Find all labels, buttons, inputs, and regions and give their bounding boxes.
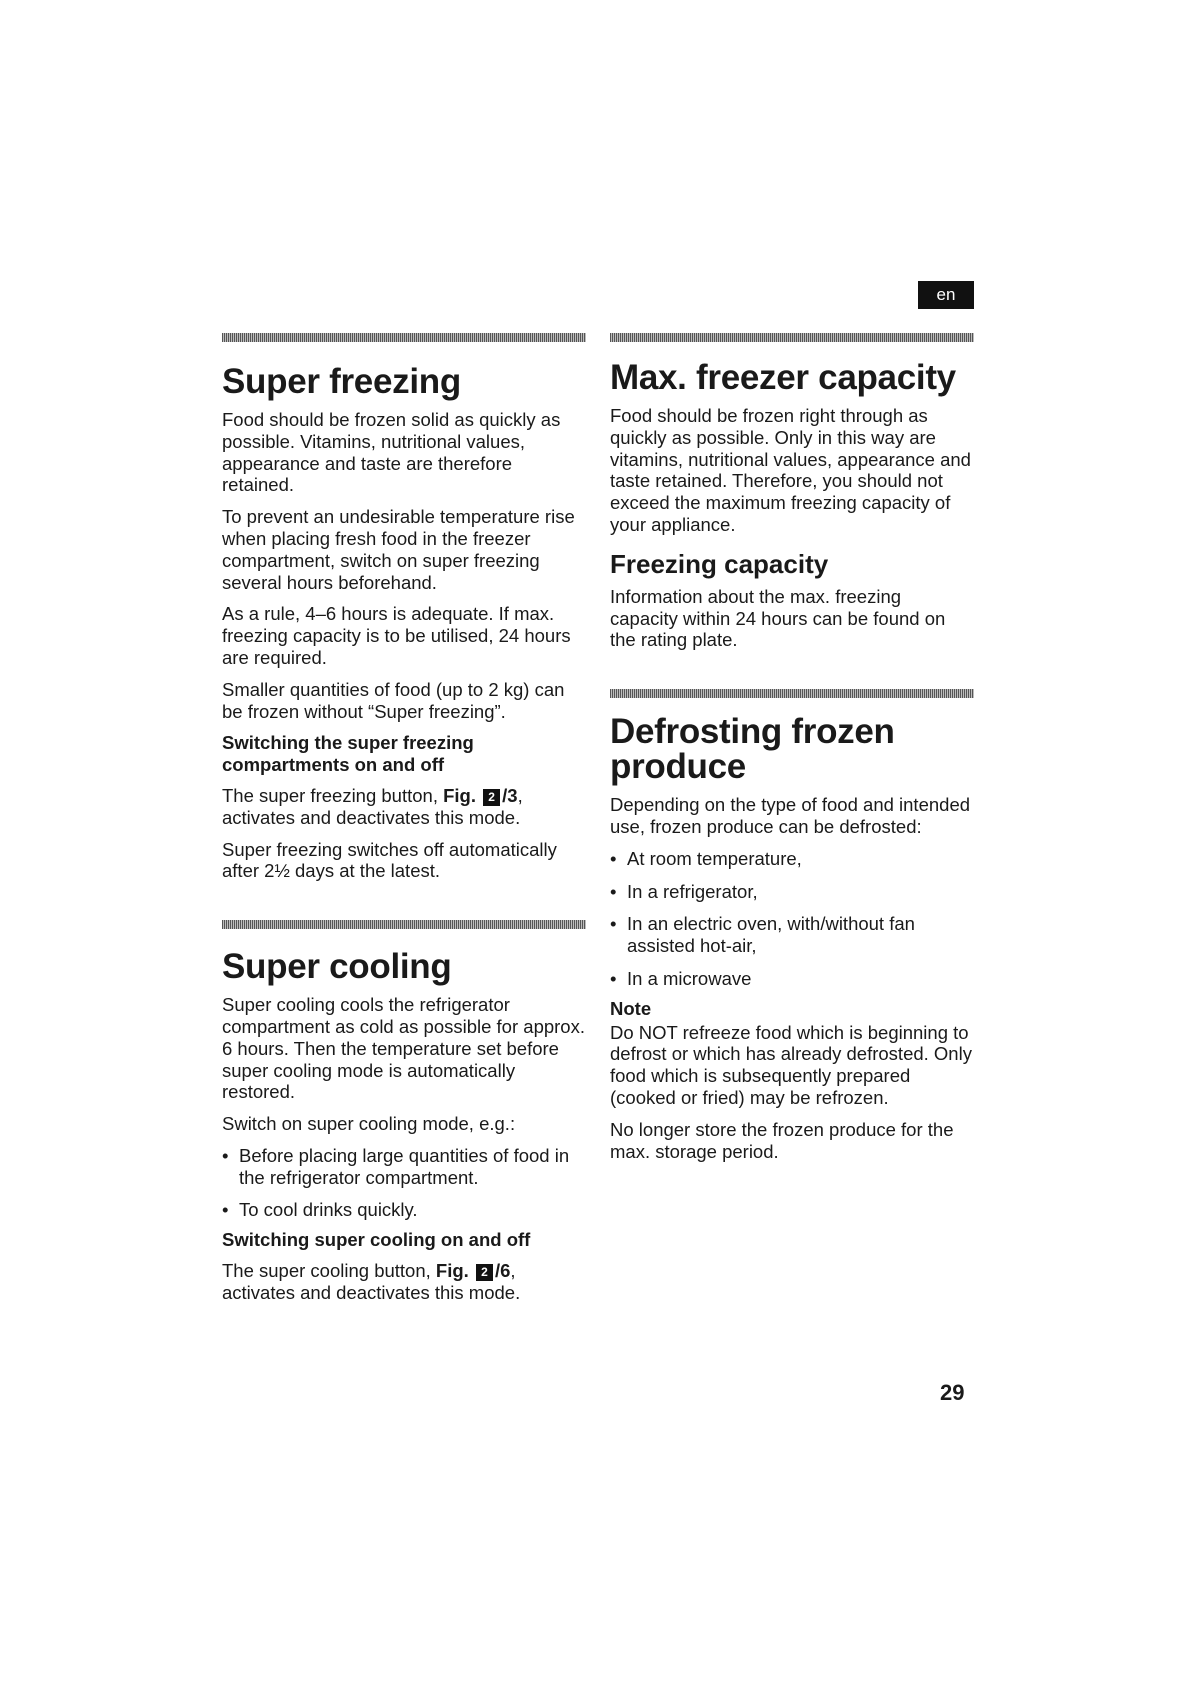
super-freezing-para-1: Food should be frozen solid as quickly as possible. Vitamins, nutritional values, appearance and taste are therefore retained. <box>222 409 561 496</box>
max-capacity-para: Food should be frozen right through as quickly as possible. Only in this way are vitamins, nutritional values, appearance and taste retained. Therefore, you should not exceed the maximum freezing capacity of your appliance. <box>610 405 971 535</box>
section-rule <box>222 920 586 929</box>
list-item: • In a refrigerator, <box>610 881 974 903</box>
list-item: • In a microwave <box>610 968 974 990</box>
list-item: • Before placing large quantities of food in the refrigerator compartment. <box>222 1145 586 1189</box>
section-rule <box>222 333 586 342</box>
freezing-capacity-title: Freezing capacity <box>610 548 829 579</box>
left-column <box>222 333 586 1304</box>
super-cooling-bullets <box>222 1145 586 1220</box>
max-capacity-section <box>610 333 974 651</box>
super-freezing-auto-off: Super freezing switches off automatically after 2½ days at the latest. <box>222 838 557 882</box>
freezing-capacity-para: Information about the max. freezing capacity within 24 hours can be found on the rating plate. <box>610 585 946 651</box>
figure-number-badge: 2 <box>483 789 500 806</box>
note-heading: Note <box>610 997 652 1019</box>
defrosting-bullets <box>610 848 974 990</box>
section-rule <box>610 333 974 342</box>
super-cooling-section <box>222 920 586 1304</box>
defrosting-title: Defrosting frozen produce <box>610 712 895 787</box>
super-cooling-title: Super cooling <box>222 947 452 987</box>
defrosting-intro: Depending on the type of food and intended use, frozen produce can be defrosted: <box>610 794 971 837</box>
super-cooling-subheading: Switching super cooling on and off <box>222 1229 531 1251</box>
super-freezing-para-3: As a rule, 4–6 hours is adequate. If max. freezing capacity is to be utilised, 24 hours are required. <box>222 603 571 668</box>
super-freezing-button-text: The super freezing button, Fig. 2 /3, activates and deactivates this mode. <box>222 784 523 828</box>
right-column <box>610 333 974 1162</box>
language-tab: en <box>918 281 974 309</box>
list-item: • In an electric oven, with/without fan assisted hot-air, <box>610 913 974 957</box>
storage-text: No longer store the frozen produce for the max. storage period. <box>610 1118 954 1162</box>
list-item: • To cool drinks quickly. <box>222 1199 586 1221</box>
fig-item: /3 <box>502 784 518 806</box>
defrosting-section <box>610 689 974 1162</box>
section-rule <box>610 689 974 698</box>
super-cooling-intro: Super cooling cools the refrigerator compartment as cold as possible for approx. 6 hours. Then the temperature set before super cooling mode is automatically restored. <box>222 994 585 1103</box>
super-freezing-title: Super freezing <box>222 362 461 401</box>
max-capacity-title: Max. freezer capacity <box>610 358 956 397</box>
super-freezing-subheading: Switching the super freezing compartments on and off <box>222 732 474 776</box>
super-freezing-para-4: Smaller quantities of food (up to 2 kg) can be frozen without “Super freezing”. <box>222 678 565 722</box>
super-cooling-switch-on: Switch on super cooling mode, e.g.: <box>222 1113 516 1135</box>
super-freezing-para-2: To prevent an undesirable temperature rise when placing fresh food in the freezer compartment, switch on super freezing several hours beforehand. <box>222 506 575 593</box>
list-item: • At room temperature, <box>610 848 974 870</box>
super-cooling-button-text: The super cooling button, Fig. 2 /6, activates and deactivates this mode. <box>222 1260 521 1303</box>
fig-label: Fig. <box>443 784 476 806</box>
page-number: 29 <box>940 1380 965 1405</box>
note-text: Do NOT refreeze food which is beginning to defrost or which has already defrosted. Only food which is subsequently prepared (cooked or fried) may be refrozen. <box>610 1021 972 1108</box>
fig-label: Fig. <box>435 1260 469 1282</box>
figure-number-badge: 2 <box>476 1264 493 1281</box>
super-freezing-section <box>222 333 586 882</box>
fig-item: /6 <box>494 1260 511 1282</box>
